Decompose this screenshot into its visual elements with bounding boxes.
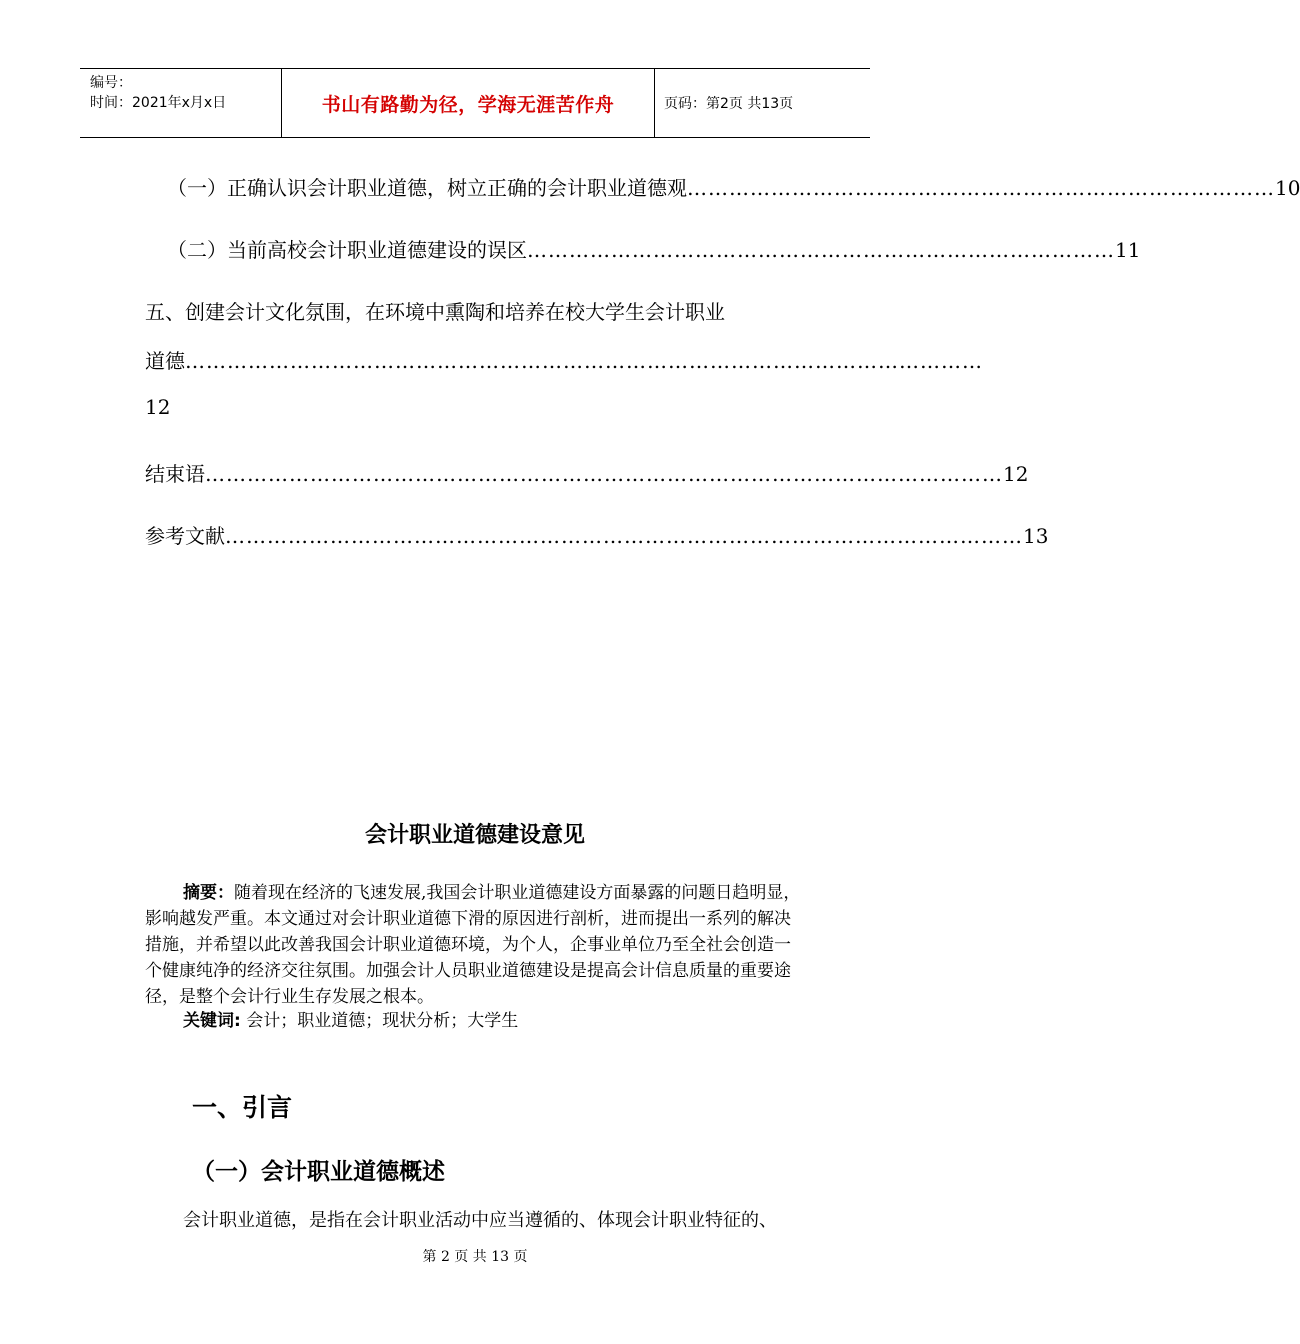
header-motto-cell <box>281 69 655 137</box>
subsection-heading: （一）会计职业道德概述 <box>192 1159 445 1185</box>
toc-entry-page: 13 <box>1023 524 1049 548</box>
toc-entry-text: 道德 <box>145 349 185 373</box>
page-footer: 第 2 页 共 13 页 <box>422 1249 528 1265</box>
toc-entry-text: 参考文献 <box>145 524 225 548</box>
toc-entry[interactable] <box>145 296 725 325</box>
toc-entry[interactable] <box>145 458 1029 487</box>
toc-entry-page: 12 <box>145 395 171 419</box>
toc-leader: …………………………………………………………………………………………………… <box>185 349 983 373</box>
section-heading: 一、引言 <box>192 1093 293 1122</box>
time-label: 时间：2021年x月x日 <box>90 95 227 111</box>
toc-entry-text: 五、创建会计文化氛围，在环境中熏陶和培养在校大学生会计职业 <box>145 300 725 324</box>
toc-entry[interactable] <box>167 234 1141 263</box>
toc-entry[interactable] <box>145 520 1049 549</box>
body-paragraph: 会计职业道德，是指在会计职业活动中应当遵循的、体现会计职业特征的、 <box>183 1210 777 1231</box>
toc-entry-text: （一）正确认识会计职业道德，树立正确的会计职业道德观 <box>167 176 687 200</box>
toc-leader: ………………………………………………………………………… <box>687 176 1275 200</box>
toc-leader: ………………………………………………………………………… <box>527 238 1115 262</box>
article-title: 会计职业道德建设意见 <box>364 823 585 848</box>
keywords-text: 会计；职业道德；现状分析；大学生 <box>246 1011 519 1031</box>
abstract <box>145 880 805 1010</box>
toc-entry-text: 结束语 <box>145 462 205 486</box>
abstract-label: 摘要： <box>183 883 234 903</box>
keywords <box>183 1006 518 1031</box>
header-table <box>80 68 870 138</box>
toc-leader: …………………………………………………………………………………………………… <box>205 462 1003 486</box>
header-page-info: 页码：第2页 共13页 <box>664 96 794 112</box>
toc-entry-page: 12 <box>1003 462 1029 486</box>
motto: 书山有路勤为径，学海无涯苦作舟 <box>321 93 615 116</box>
header-meta <box>80 69 281 137</box>
toc-leader: …………………………………………………………………………………………………… <box>225 524 1023 548</box>
toc-entry-continued[interactable] <box>145 345 983 374</box>
toc-entry-page: 11 <box>1115 238 1141 262</box>
abstract-text: 随着现在经济的飞速发展,我国会计职业道德建设方面暴露的问题日趋明显，影响越发严重。本文通过对会计职业道德下滑的原因进行剖析，进而提出一系列的解决措施，并希望以此改善我国会计职业道德环境，为个人，企事业单位乃至全社会创造一个健康纯净的经济交往氛围。加强会计人员职业道德建设是提高会计信息质量的重要途径，是整个会计行业生存发展之根本。 <box>145 883 801 1007</box>
number-label: 编号： <box>90 75 132 91</box>
keywords-label: 关键词: <box>183 1011 241 1031</box>
toc-entry[interactable] <box>167 172 1300 201</box>
toc-entry-page: 10 <box>1275 176 1300 200</box>
toc-entry-text: （二）当前高校会计职业道德建设的误区 <box>167 238 527 262</box>
